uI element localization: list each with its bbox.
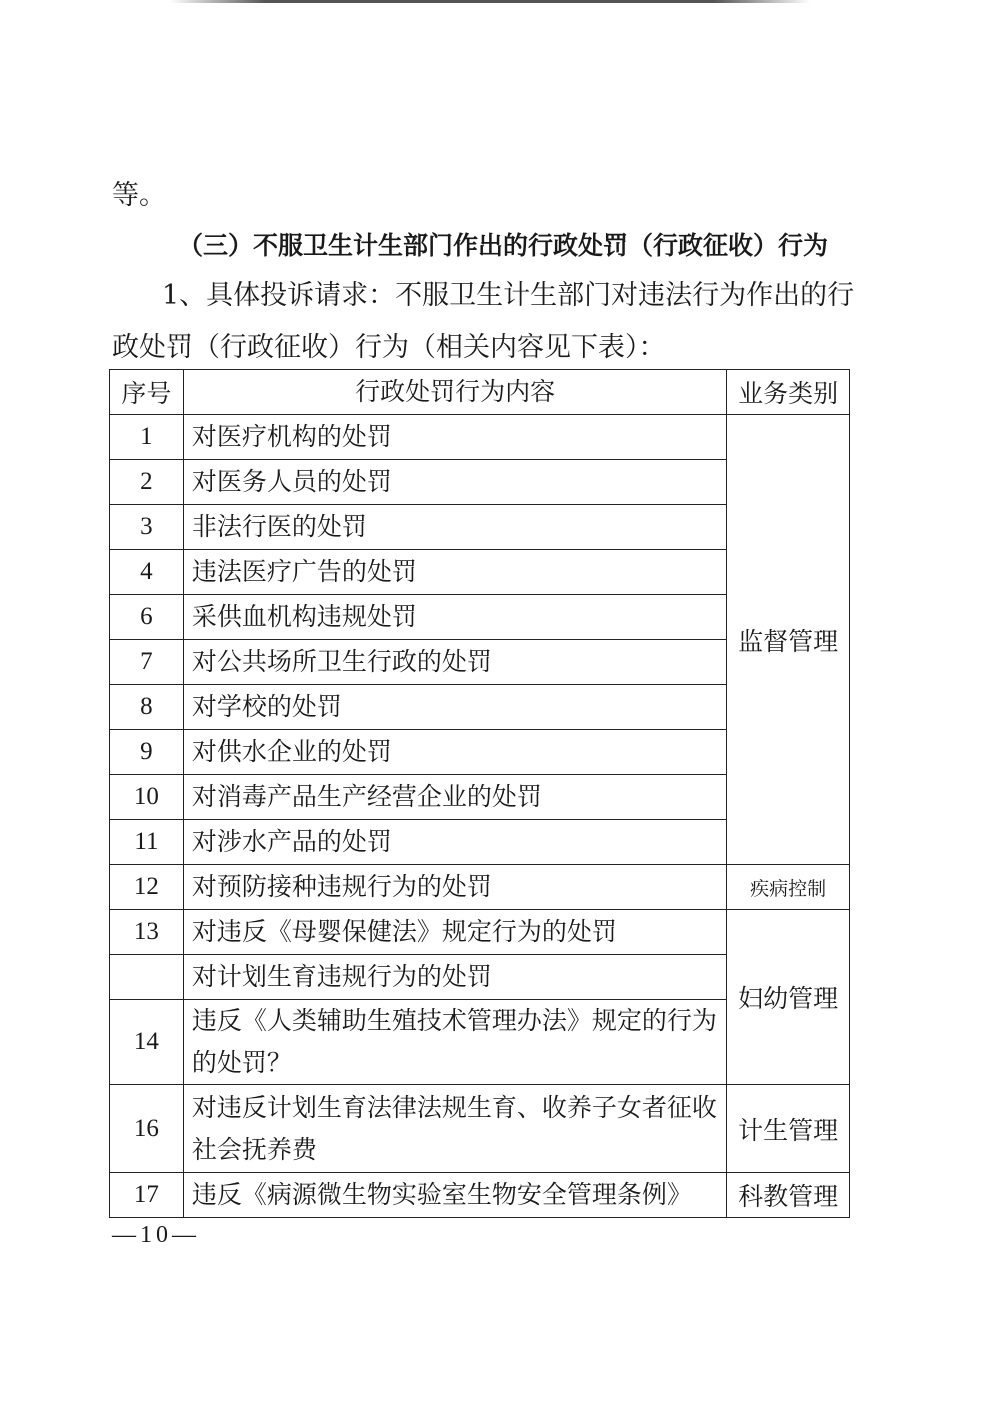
- row-content: 对供水企业的处罚: [183, 730, 726, 775]
- table-row: [110, 1173, 850, 1218]
- row-no: 4: [110, 550, 184, 595]
- table-row: [110, 1085, 850, 1173]
- row-no: 3: [110, 505, 184, 550]
- table-header-row: [110, 370, 850, 415]
- row-no: 2: [110, 460, 184, 505]
- category-disease-control: 疾病控制: [727, 865, 850, 910]
- row-content: 对消毒产品生产经营企业的处罚: [183, 775, 726, 820]
- section-heading: （三）不服卫生计生部门作出的行政处罚（行政征收）行为: [178, 231, 829, 260]
- row-content: 对计划生育违规行为的处罚: [183, 955, 726, 1000]
- row-content: 采供血机构违规处罚: [183, 595, 726, 640]
- row-content: 违反《病源微生物实验室生物安全管理条例》: [183, 1173, 726, 1218]
- row-content: 对违反计划生育法律法规生育、收养子女者征收社会抚养费: [183, 1085, 726, 1173]
- table-row: [110, 415, 850, 460]
- page-number: —10—: [112, 1222, 200, 1248]
- row-content: 对学校的处罚: [183, 685, 726, 730]
- row-content: 对违反《母婴保健法》规定行为的处罚: [183, 910, 726, 955]
- paragraph-continuation: 等。: [112, 180, 166, 211]
- table-row: [110, 865, 850, 910]
- penalty-table: [109, 369, 850, 1218]
- row-no: 17: [110, 1173, 184, 1218]
- row-content: 违法医疗广告的处罚: [183, 550, 726, 595]
- header-content: 行政处罚行为内容: [183, 370, 726, 415]
- row-no: 10: [110, 775, 184, 820]
- row-content: 对医疗机构的处罚: [183, 415, 726, 460]
- header-category: 业务类别: [727, 370, 850, 415]
- category-supervision: 监督管理: [727, 415, 850, 865]
- row-no: 11: [110, 820, 184, 865]
- row-content: 对公共场所卫生行政的处罚: [183, 640, 726, 685]
- row-no: 9: [110, 730, 184, 775]
- row-content: 对预防接种违规行为的处罚: [183, 865, 726, 910]
- row-no: [110, 955, 184, 1000]
- row-no: 7: [110, 640, 184, 685]
- category-family-planning: 计生管理: [727, 1085, 850, 1173]
- header-no: 序号: [110, 370, 184, 415]
- row-content: 非法行医的处罚: [183, 505, 726, 550]
- category-science-education: 科教管理: [727, 1173, 850, 1218]
- row-content: 违反《人类辅助生殖技术管理办法》规定的行为的处罚？: [183, 1000, 726, 1085]
- category-maternal-child: 妇幼管理: [727, 910, 850, 1085]
- scan-edge-line: [170, 0, 810, 3]
- row-no: 14: [110, 1000, 184, 1085]
- paragraph-complaint-request-cont: 政处罚（行政征收）行为（相关内容见下表）：: [112, 332, 666, 363]
- table-row: [110, 910, 850, 955]
- paragraph-complaint-request: 1、具体投诉请求：不服卫生计生部门对违法行为作出的行: [162, 280, 855, 311]
- row-no: 1: [110, 415, 184, 460]
- row-no: 13: [110, 910, 184, 955]
- row-no: 6: [110, 595, 184, 640]
- row-no: 12: [110, 865, 184, 910]
- row-no: 8: [110, 685, 184, 730]
- row-no: 16: [110, 1085, 184, 1173]
- row-content: 对医务人员的处罚: [183, 460, 726, 505]
- row-content: 对涉水产品的处罚: [183, 820, 726, 865]
